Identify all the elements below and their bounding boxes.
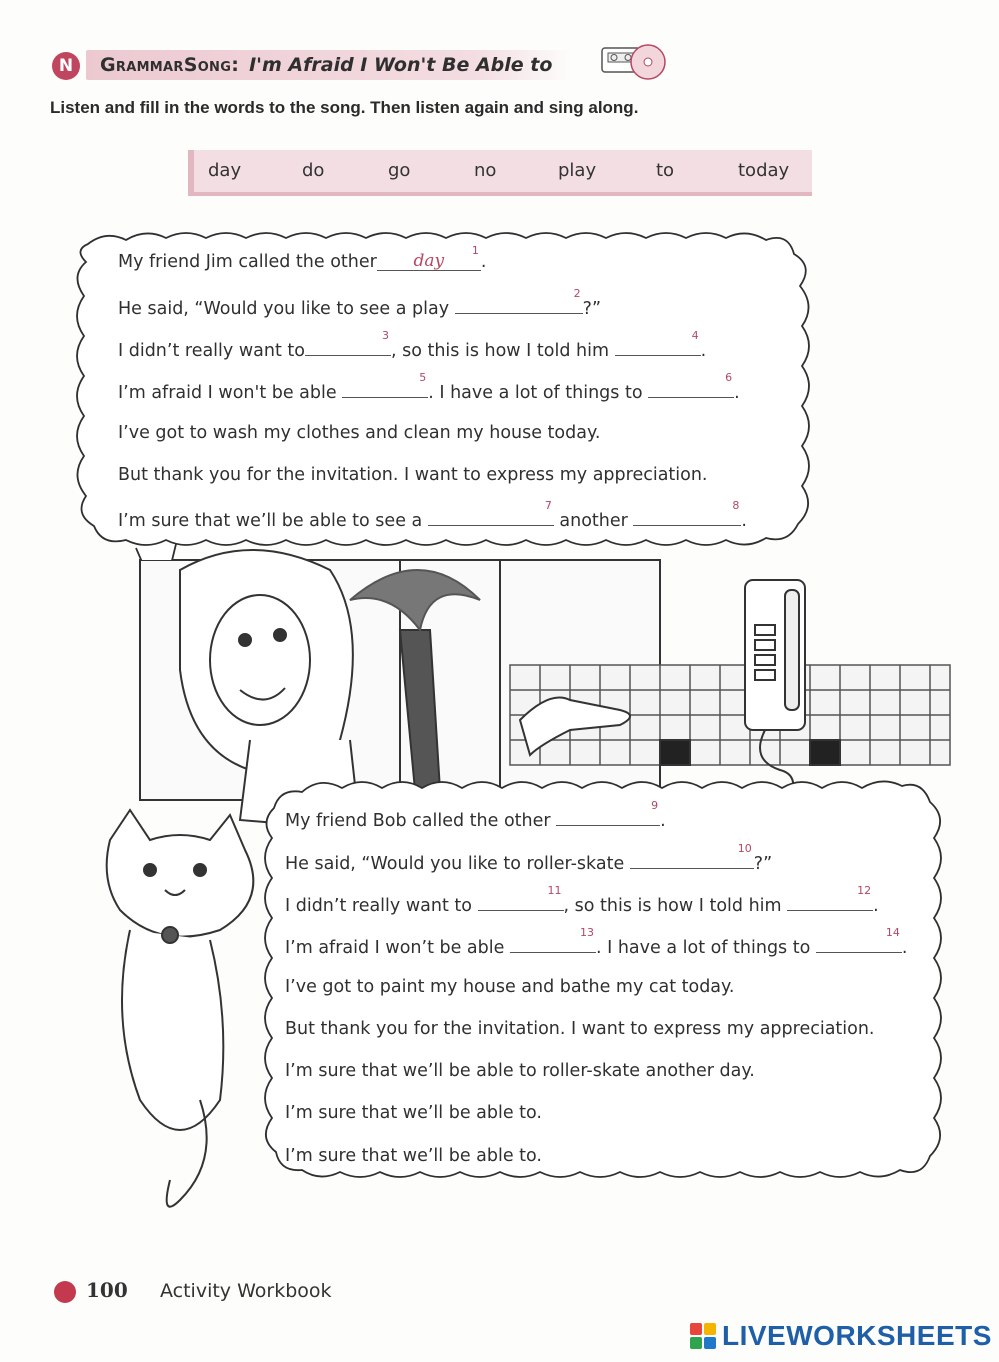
word-bank-item: day <box>208 160 242 181</box>
word-bank-item: go <box>388 160 411 181</box>
blank-number: 10 <box>737 842 752 855</box>
blank-number: 13 <box>579 926 594 939</box>
section-heading <box>86 50 572 80</box>
blank-number: 4 <box>691 329 699 342</box>
word-bank-item: no <box>474 160 497 181</box>
verse2-line5: I’ve got to paint my house and bathe my cat today. <box>285 977 735 997</box>
verse2-line8: I’m sure that we’ll be able to. <box>285 1103 542 1123</box>
answer-blank-3[interactable] <box>305 329 391 356</box>
line-text: . <box>741 511 747 531</box>
word-bank-item: today <box>738 160 790 181</box>
blank-number: 3 <box>381 329 389 342</box>
answer-blank-10[interactable] <box>630 842 754 869</box>
blank-number: 1 <box>471 244 479 257</box>
answer-blank-8[interactable] <box>633 499 741 526</box>
heading-label: GrammarSong: <box>100 54 240 76</box>
blank-number: 9 <box>651 799 659 812</box>
answer-blank-11[interactable] <box>478 884 564 911</box>
blank-number: 2 <box>573 287 581 300</box>
line-text: . <box>734 383 740 403</box>
heading-title: I'm Afraid I Won't Be Able to <box>249 54 553 76</box>
verse1-line7 <box>118 499 747 531</box>
blank-number: 14 <box>885 926 900 939</box>
word-bank-item: do <box>302 160 325 181</box>
section-badge: N <box>52 52 80 80</box>
line-text: . <box>660 811 666 831</box>
blank-number: 11 <box>547 884 562 897</box>
blank-number: 5 <box>419 371 427 384</box>
page-dot-icon <box>54 1281 76 1303</box>
line-text: . <box>480 252 487 272</box>
blank-number: 6 <box>725 371 733 384</box>
line-text: ?” <box>753 854 773 874</box>
line-text: , so this is how I told him <box>390 341 610 361</box>
answer-blank-4[interactable] <box>615 329 701 356</box>
answer-blank-9[interactable] <box>556 799 660 826</box>
line-text: another <box>559 511 628 531</box>
line-text: . I have a lot of things to <box>595 938 811 958</box>
blank-number: 7 <box>544 499 552 512</box>
answer-blank-14[interactable] <box>816 926 902 953</box>
line-text: ?” <box>582 299 602 319</box>
line-text: I’m afraid I won’t be able <box>285 938 505 958</box>
verse2-line1 <box>285 799 666 831</box>
filled-answer: day <box>413 251 445 271</box>
line-text: . I have a lot of things to <box>428 383 643 403</box>
verse2-line6: But thank you for the invitation. I want to express my appreciation. <box>285 1019 875 1039</box>
line-text: My friend Bob called the other <box>285 811 551 831</box>
answer-blank-12[interactable] <box>787 884 873 911</box>
liveworksheets-icon <box>690 1323 716 1349</box>
answer-blank-13[interactable] <box>510 926 596 953</box>
verse1-line3 <box>118 329 707 361</box>
word-bank <box>188 150 812 196</box>
liveworksheets-logo <box>690 1320 992 1352</box>
answer-blank-7[interactable] <box>428 499 554 526</box>
verse2-line9: I’m sure that we’ll be able to. <box>285 1146 542 1166</box>
blank-number: 12 <box>857 884 872 897</box>
answer-blank-1[interactable] <box>377 244 481 271</box>
answer-blank-2[interactable] <box>455 287 583 314</box>
verse2-line3 <box>285 884 879 916</box>
cassette-cd-icon <box>600 42 670 82</box>
line-text: , so this is how I told him <box>563 896 782 916</box>
word-bank-item: play <box>558 160 597 181</box>
line-text: He said, “Would you like to roller-skate <box>285 854 625 874</box>
verse1-line1 <box>118 244 487 272</box>
line-text: I didn’t really want to <box>285 896 472 916</box>
blank-number: 8 <box>732 499 740 512</box>
book-title: Activity Workbook <box>160 1280 332 1302</box>
line-text: . <box>700 341 707 361</box>
answer-blank-5[interactable] <box>342 371 428 398</box>
word-bank-item: to <box>656 160 675 181</box>
verse1-line5: I’ve got to wash my clothes and clean my house today. <box>118 423 601 443</box>
answer-blank-6[interactable] <box>648 371 734 398</box>
instructions: Listen and fill in the words to the song. Then listen again and sing along. <box>50 98 639 117</box>
verse2-line2 <box>285 842 773 874</box>
line-text: I’m afraid I won't be able <box>118 383 337 403</box>
line-text: He said, “Would you like to see a play <box>118 299 450 319</box>
page-number: 100 <box>86 1278 128 1302</box>
verse1-line6: But thank you for the invitation. I want to express my appreciation. <box>118 465 708 485</box>
verse1-line4 <box>118 371 740 403</box>
line-text: . <box>901 938 908 958</box>
line-text: My friend Jim called the other <box>118 252 377 272</box>
line-text: . <box>873 896 879 916</box>
line-text: I’m sure that we’ll be able to see a <box>118 511 423 531</box>
verse1-line2 <box>118 287 602 319</box>
line-text: I didn’t really want to <box>118 341 305 361</box>
verse2-line7: I’m sure that we’ll be able to roller-skate another day. <box>285 1061 755 1081</box>
watermark-text: LIVEWORKSHEETS <box>722 1320 992 1351</box>
verse2-line4 <box>285 926 908 958</box>
